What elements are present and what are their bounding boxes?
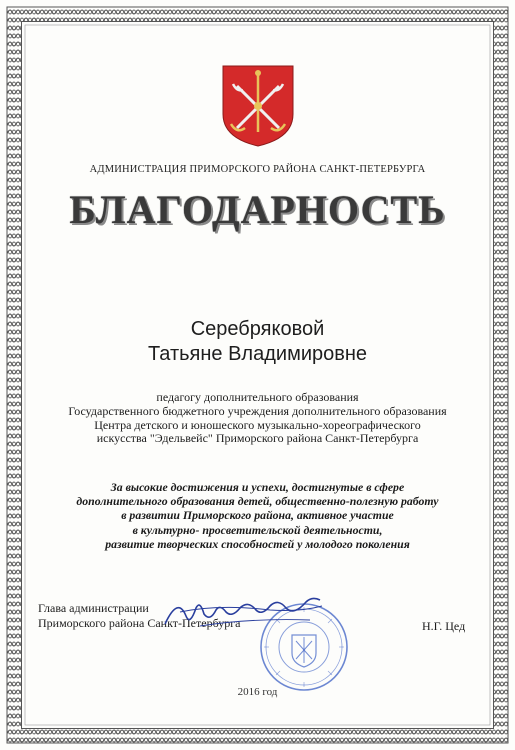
description-line: искусства "Эдельвейс" Приморского района Санкт-Петербурга xyxy=(96,431,419,446)
reason-line: в развитии Приморского района, активное участие xyxy=(121,508,394,523)
signatory-name: Н.Г. Цед xyxy=(422,619,466,633)
signatory-position-line2: Приморского района Санкт-Петербурга xyxy=(38,616,241,630)
recipient-description xyxy=(20,391,495,446)
administration-heading: АДМИНИСТРАЦИЯ ПРИМОРСКОГО РАЙОНА САНКТ-ПЕТЕРБУРГА xyxy=(89,164,426,175)
reason-line: За высокие достижения и успехи, достигнутые в сфере xyxy=(110,480,405,494)
certificate-title: БЛАГОДАРНОСТЬ xyxy=(69,187,446,232)
coat-of-arms-icon xyxy=(219,62,297,148)
reason-line: дополнительного образования детей, общественно-полезную работу xyxy=(76,494,439,509)
description-line: педагогу дополнительного образования xyxy=(156,390,359,404)
recipient-surname: Серебряковой xyxy=(190,318,325,340)
recipient-given-names: Татьяне Владимировне xyxy=(147,343,368,365)
description-line: Центра детского и юношеского музыкально-хореографического xyxy=(94,417,421,432)
handwritten-signature xyxy=(160,586,325,636)
certificate-year: 2016 год xyxy=(237,686,278,698)
reason-line: в культурно- просветительской деятельности, xyxy=(132,522,383,537)
signatory-position-line1: Глава администрации xyxy=(38,601,149,615)
award-reason xyxy=(20,480,495,551)
reason-line: развитие творческих способностей у молодого поколения xyxy=(105,536,410,551)
description-line: Государственного бюджетного учреждения дополнительного образования xyxy=(68,403,447,418)
